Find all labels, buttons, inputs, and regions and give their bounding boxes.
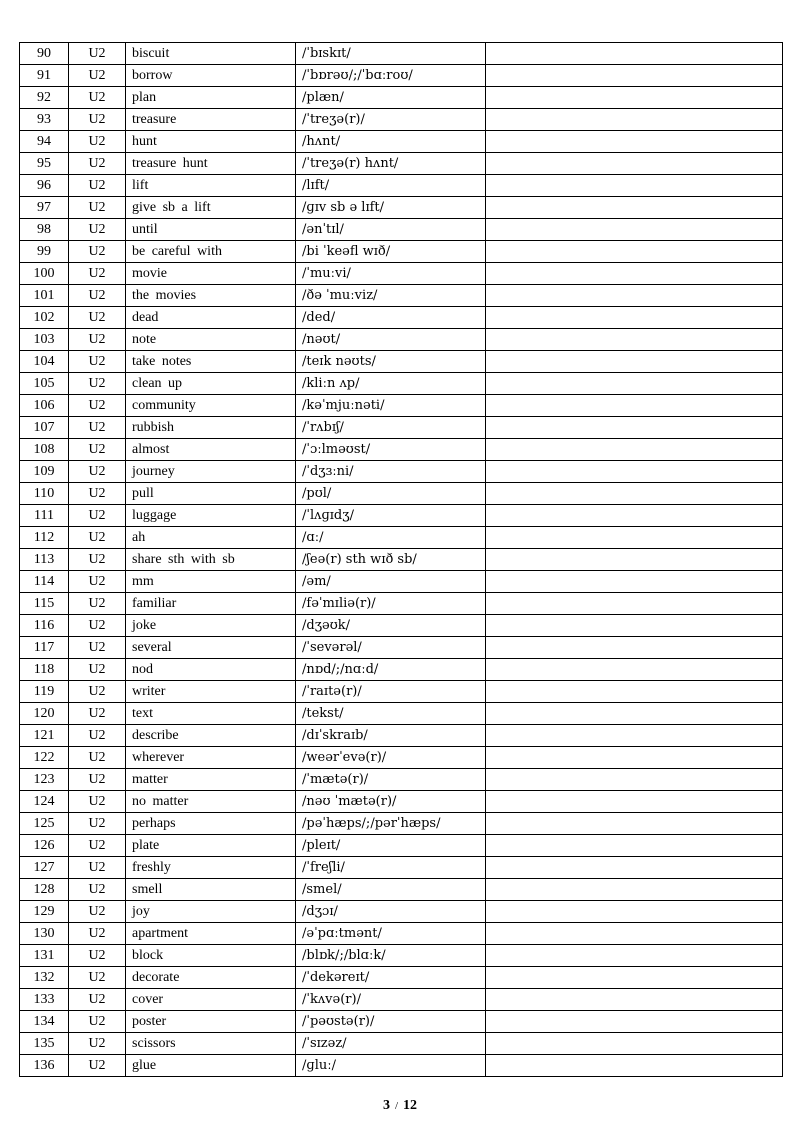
row-number-cell: 125 (20, 813, 69, 835)
row-number-cell: 112 (20, 527, 69, 549)
table-row (20, 1055, 783, 1077)
unit-cell: U2 (69, 967, 126, 989)
empty-notes-cell (486, 791, 783, 813)
page-separator: / (394, 1100, 399, 1112)
row-number-cell: 134 (20, 1011, 69, 1033)
table-row (20, 615, 783, 637)
word-cell: lift (126, 175, 296, 197)
empty-notes-cell (486, 879, 783, 901)
unit-cell: U2 (69, 527, 126, 549)
unit-cell: U2 (69, 1055, 126, 1077)
phonetic-cell: /dɪˈskraɪb/ (296, 725, 486, 747)
table-row (20, 1011, 783, 1033)
phonetic-cell: /kəˈmjuːnəti/ (296, 395, 486, 417)
row-number-cell: 121 (20, 725, 69, 747)
table-row (20, 1033, 783, 1055)
unit-cell: U2 (69, 879, 126, 901)
unit-cell: U2 (69, 945, 126, 967)
table-row (20, 65, 783, 87)
row-number-cell: 96 (20, 175, 69, 197)
row-number-cell: 93 (20, 109, 69, 131)
word-cell: nod (126, 659, 296, 681)
word-cell: clean up (126, 373, 296, 395)
empty-notes-cell (486, 637, 783, 659)
empty-notes-cell (486, 923, 783, 945)
empty-notes-cell (486, 43, 783, 65)
row-number-cell: 97 (20, 197, 69, 219)
table-row (20, 857, 783, 879)
phonetic-cell: /ˈlʌɡɪdʒ/ (296, 505, 486, 527)
phonetic-cell: /smel/ (296, 879, 486, 901)
word-cell: give sb a lift (126, 197, 296, 219)
row-number-cell: 133 (20, 989, 69, 1011)
unit-cell: U2 (69, 351, 126, 373)
empty-notes-cell (486, 263, 783, 285)
empty-notes-cell (486, 417, 783, 439)
row-number-cell: 130 (20, 923, 69, 945)
phonetic-cell: /plæn/ (296, 87, 486, 109)
unit-cell: U2 (69, 813, 126, 835)
table-row (20, 527, 783, 549)
word-cell: writer (126, 681, 296, 703)
word-cell: joy (126, 901, 296, 923)
empty-notes-cell (486, 967, 783, 989)
table-row (20, 109, 783, 131)
table-row (20, 43, 783, 65)
current-page-number: 3 (382, 1098, 390, 1113)
unit-cell: U2 (69, 725, 126, 747)
row-number-cell: 94 (20, 131, 69, 153)
empty-notes-cell (486, 681, 783, 703)
phonetic-cell: /tekst/ (296, 703, 486, 725)
empty-notes-cell (486, 747, 783, 769)
empty-notes-cell (486, 153, 783, 175)
row-number-cell: 109 (20, 461, 69, 483)
phonetic-cell: /nɒd/;/nɑːd/ (296, 659, 486, 681)
row-number-cell: 104 (20, 351, 69, 373)
table-row (20, 175, 783, 197)
table-row (20, 659, 783, 681)
table-row (20, 967, 783, 989)
empty-notes-cell (486, 505, 783, 527)
phonetic-cell: /ˈsɪzəz/ (296, 1033, 486, 1055)
row-number-cell: 98 (20, 219, 69, 241)
table-row (20, 241, 783, 263)
phonetic-cell: /ɑː/ (296, 527, 486, 549)
phonetic-cell: /ˈkʌvə(r)/ (296, 989, 486, 1011)
word-cell: matter (126, 769, 296, 791)
empty-notes-cell (486, 307, 783, 329)
word-cell: until (126, 219, 296, 241)
table-row (20, 483, 783, 505)
phonetic-cell: /ˈsevərəl/ (296, 637, 486, 659)
phonetic-cell: /nəʊt/ (296, 329, 486, 351)
phonetic-cell: /ənˈtɪl/ (296, 219, 486, 241)
table-row (20, 725, 783, 747)
empty-notes-cell (486, 197, 783, 219)
unit-cell: U2 (69, 901, 126, 923)
unit-cell: U2 (69, 109, 126, 131)
word-cell: rubbish (126, 417, 296, 439)
unit-cell: U2 (69, 131, 126, 153)
table-row (20, 813, 783, 835)
row-number-cell: 127 (20, 857, 69, 879)
table-row (20, 461, 783, 483)
empty-notes-cell (486, 109, 783, 131)
word-cell: pull (126, 483, 296, 505)
word-cell: plate (126, 835, 296, 857)
phonetic-cell: /ˈfreʃli/ (296, 857, 486, 879)
word-cell: scissors (126, 1033, 296, 1055)
row-number-cell: 122 (20, 747, 69, 769)
table-row (20, 87, 783, 109)
row-number-cell: 113 (20, 549, 69, 571)
phonetic-cell: /ˈrʌbɪʃ/ (296, 417, 486, 439)
phonetic-cell: /dʒəʊk/ (296, 615, 486, 637)
unit-cell: U2 (69, 571, 126, 593)
word-cell: journey (126, 461, 296, 483)
row-number-cell: 115 (20, 593, 69, 615)
empty-notes-cell (486, 549, 783, 571)
empty-notes-cell (486, 835, 783, 857)
empty-notes-cell (486, 65, 783, 87)
unit-cell: U2 (69, 153, 126, 175)
row-number-cell: 120 (20, 703, 69, 725)
phonetic-cell: /ˈdʒɜːni/ (296, 461, 486, 483)
phonetic-cell: /ʃeə(r) sth wɪð sb/ (296, 549, 486, 571)
phonetic-cell: /dʒɔɪ/ (296, 901, 486, 923)
phonetic-cell: /kliːn ʌp/ (296, 373, 486, 395)
unit-cell: U2 (69, 1011, 126, 1033)
table-row (20, 923, 783, 945)
table-row (20, 329, 783, 351)
empty-notes-cell (486, 461, 783, 483)
row-number-cell: 124 (20, 791, 69, 813)
vocabulary-table (19, 42, 783, 1077)
phonetic-cell: /əm/ (296, 571, 486, 593)
word-cell: several (126, 637, 296, 659)
word-cell: treasure hunt (126, 153, 296, 175)
table-row (20, 945, 783, 967)
word-cell: cover (126, 989, 296, 1011)
word-cell: borrow (126, 65, 296, 87)
row-number-cell: 135 (20, 1033, 69, 1055)
unit-cell: U2 (69, 263, 126, 285)
unit-cell: U2 (69, 857, 126, 879)
row-number-cell: 95 (20, 153, 69, 175)
table-row (20, 131, 783, 153)
empty-notes-cell (486, 87, 783, 109)
unit-cell: U2 (69, 87, 126, 109)
table-row (20, 263, 783, 285)
row-number-cell: 102 (20, 307, 69, 329)
row-number-cell: 116 (20, 615, 69, 637)
word-cell: joke (126, 615, 296, 637)
empty-notes-cell (486, 659, 783, 681)
table-row (20, 879, 783, 901)
unit-cell: U2 (69, 923, 126, 945)
word-cell: note (126, 329, 296, 351)
phonetic-cell: /ˈraɪtə(r)/ (296, 681, 486, 703)
table-row (20, 219, 783, 241)
phonetic-cell: /pleɪt/ (296, 835, 486, 857)
empty-notes-cell (486, 615, 783, 637)
row-number-cell: 101 (20, 285, 69, 307)
unit-cell: U2 (69, 219, 126, 241)
unit-cell: U2 (69, 835, 126, 857)
empty-notes-cell (486, 329, 783, 351)
phonetic-cell: /ded/ (296, 307, 486, 329)
unit-cell: U2 (69, 747, 126, 769)
empty-notes-cell (486, 571, 783, 593)
phonetic-cell: /ˈmuːvi/ (296, 263, 486, 285)
word-cell: no matter (126, 791, 296, 813)
phonetic-cell: /nəʊ ˈmætə(r)/ (296, 791, 486, 813)
word-cell: biscuit (126, 43, 296, 65)
empty-notes-cell (486, 483, 783, 505)
table-row (20, 791, 783, 813)
row-number-cell: 111 (20, 505, 69, 527)
row-number-cell: 99 (20, 241, 69, 263)
phonetic-cell: /pʊl/ (296, 483, 486, 505)
unit-cell: U2 (69, 461, 126, 483)
table-row (20, 747, 783, 769)
unit-cell: U2 (69, 483, 126, 505)
word-cell: dead (126, 307, 296, 329)
unit-cell: U2 (69, 1033, 126, 1055)
table-row (20, 351, 783, 373)
empty-notes-cell (486, 945, 783, 967)
phonetic-cell: /ɡluː/ (296, 1055, 486, 1077)
row-number-cell: 119 (20, 681, 69, 703)
word-cell: familiar (126, 593, 296, 615)
unit-cell: U2 (69, 43, 126, 65)
phonetic-cell: /ˈmætə(r)/ (296, 769, 486, 791)
table-row (20, 593, 783, 615)
phonetic-cell: /pəˈhæps/;/pərˈhæps/ (296, 813, 486, 835)
row-number-cell: 129 (20, 901, 69, 923)
table-row (20, 703, 783, 725)
unit-cell: U2 (69, 769, 126, 791)
word-cell: hunt (126, 131, 296, 153)
empty-notes-cell (486, 395, 783, 417)
phonetic-cell: /weərˈevə(r)/ (296, 747, 486, 769)
table-row (20, 285, 783, 307)
table-row (20, 197, 783, 219)
empty-notes-cell (486, 989, 783, 1011)
word-cell: almost (126, 439, 296, 461)
word-cell: share sth with sb (126, 549, 296, 571)
phonetic-cell: /ˈbɪskɪt/ (296, 43, 486, 65)
word-cell: glue (126, 1055, 296, 1077)
table-row (20, 637, 783, 659)
unit-cell: U2 (69, 505, 126, 527)
table-row (20, 153, 783, 175)
unit-cell: U2 (69, 593, 126, 615)
word-cell: movie (126, 263, 296, 285)
vocabulary-table-body (20, 43, 783, 1077)
phonetic-cell: /ˈtreʒə(r) hʌnt/ (296, 153, 486, 175)
phonetic-cell: /ˈtreʒə(r)/ (296, 109, 486, 131)
unit-cell: U2 (69, 989, 126, 1011)
row-number-cell: 108 (20, 439, 69, 461)
page-number (0, 1098, 800, 1114)
word-cell: perhaps (126, 813, 296, 835)
word-cell: take notes (126, 351, 296, 373)
phonetic-cell: /lɪft/ (296, 175, 486, 197)
row-number-cell: 92 (20, 87, 69, 109)
unit-cell: U2 (69, 175, 126, 197)
unit-cell: U2 (69, 241, 126, 263)
row-number-cell: 114 (20, 571, 69, 593)
empty-notes-cell (486, 1011, 783, 1033)
table-row (20, 505, 783, 527)
unit-cell: U2 (69, 307, 126, 329)
unit-cell: U2 (69, 395, 126, 417)
unit-cell: U2 (69, 703, 126, 725)
empty-notes-cell (486, 703, 783, 725)
unit-cell: U2 (69, 329, 126, 351)
word-cell: treasure (126, 109, 296, 131)
phonetic-cell: /ˈdekəreɪt/ (296, 967, 486, 989)
word-cell: poster (126, 1011, 296, 1033)
row-number-cell: 106 (20, 395, 69, 417)
empty-notes-cell (486, 131, 783, 153)
word-cell: mm (126, 571, 296, 593)
table-row (20, 769, 783, 791)
row-number-cell: 131 (20, 945, 69, 967)
unit-cell: U2 (69, 681, 126, 703)
unit-cell: U2 (69, 659, 126, 681)
unit-cell: U2 (69, 439, 126, 461)
unit-cell: U2 (69, 549, 126, 571)
row-number-cell: 128 (20, 879, 69, 901)
row-number-cell: 90 (20, 43, 69, 65)
word-cell: community (126, 395, 296, 417)
unit-cell: U2 (69, 615, 126, 637)
unit-cell: U2 (69, 417, 126, 439)
phonetic-cell: /ɡɪv sb ə lɪft/ (296, 197, 486, 219)
phonetic-cell: /bi ˈkeəfl wɪð/ (296, 241, 486, 263)
row-number-cell: 91 (20, 65, 69, 87)
row-number-cell: 136 (20, 1055, 69, 1077)
word-cell: smell (126, 879, 296, 901)
row-number-cell: 110 (20, 483, 69, 505)
table-row (20, 989, 783, 1011)
empty-notes-cell (486, 527, 783, 549)
empty-notes-cell (486, 175, 783, 197)
word-cell: block (126, 945, 296, 967)
empty-notes-cell (486, 813, 783, 835)
phonetic-cell: /ˈɔːlməʊst/ (296, 439, 486, 461)
empty-notes-cell (486, 285, 783, 307)
row-number-cell: 126 (20, 835, 69, 857)
table-row (20, 307, 783, 329)
word-cell: describe (126, 725, 296, 747)
word-cell: text (126, 703, 296, 725)
table-row (20, 395, 783, 417)
word-cell: be careful with (126, 241, 296, 263)
word-cell: apartment (126, 923, 296, 945)
row-number-cell: 103 (20, 329, 69, 351)
row-number-cell: 132 (20, 967, 69, 989)
empty-notes-cell (486, 725, 783, 747)
row-number-cell: 100 (20, 263, 69, 285)
empty-notes-cell (486, 901, 783, 923)
row-number-cell: 123 (20, 769, 69, 791)
empty-notes-cell (486, 373, 783, 395)
phonetic-cell: /blɒk/;/blɑːk/ (296, 945, 486, 967)
empty-notes-cell (486, 857, 783, 879)
word-cell: freshly (126, 857, 296, 879)
table-row (20, 549, 783, 571)
phonetic-cell: /əˈpɑːtmənt/ (296, 923, 486, 945)
word-cell: ah (126, 527, 296, 549)
phonetic-cell: /ðə ˈmuːviz/ (296, 285, 486, 307)
table-row (20, 417, 783, 439)
phonetic-cell: /ˈbɒrəʊ/;/ˈbɑːroʊ/ (296, 65, 486, 87)
table-row (20, 571, 783, 593)
word-cell: luggage (126, 505, 296, 527)
row-number-cell: 118 (20, 659, 69, 681)
empty-notes-cell (486, 351, 783, 373)
empty-notes-cell (486, 1055, 783, 1077)
unit-cell: U2 (69, 197, 126, 219)
unit-cell: U2 (69, 373, 126, 395)
empty-notes-cell (486, 241, 783, 263)
table-row (20, 439, 783, 461)
empty-notes-cell (486, 593, 783, 615)
row-number-cell: 107 (20, 417, 69, 439)
row-number-cell: 117 (20, 637, 69, 659)
word-cell: wherever (126, 747, 296, 769)
word-cell: decorate (126, 967, 296, 989)
table-row (20, 373, 783, 395)
word-cell: the movies (126, 285, 296, 307)
table-row (20, 835, 783, 857)
empty-notes-cell (486, 439, 783, 461)
empty-notes-cell (486, 769, 783, 791)
row-number-cell: 105 (20, 373, 69, 395)
word-cell: plan (126, 87, 296, 109)
phonetic-cell: /teɪk nəʊts/ (296, 351, 486, 373)
phonetic-cell: /hʌnt/ (296, 131, 486, 153)
empty-notes-cell (486, 219, 783, 241)
table-row (20, 901, 783, 923)
total-pages-number: 12 (403, 1098, 418, 1113)
empty-notes-cell (486, 1033, 783, 1055)
phonetic-cell: /ˈpəʊstə(r)/ (296, 1011, 486, 1033)
unit-cell: U2 (69, 791, 126, 813)
unit-cell: U2 (69, 285, 126, 307)
unit-cell: U2 (69, 637, 126, 659)
unit-cell: U2 (69, 65, 126, 87)
phonetic-cell: /fəˈmɪliə(r)/ (296, 593, 486, 615)
table-row (20, 681, 783, 703)
